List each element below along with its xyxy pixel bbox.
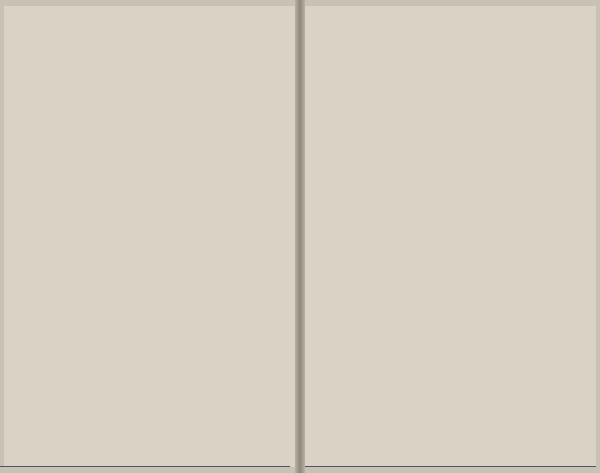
left-text-line-8 (91, 63, 111, 463)
right-text-line-5 (352, 46, 372, 449)
right-text-line-1 (436, 46, 456, 449)
left-text-line-6 (135, 63, 155, 463)
left-text-line-7 (113, 63, 133, 463)
right-text-line-10 (246, 46, 266, 449)
left-text-line-2 (223, 63, 243, 463)
left-text-line-4 (179, 63, 199, 463)
right-page (305, 6, 596, 467)
right-text-line-3 (394, 46, 414, 449)
right-text-line-9 (267, 46, 287, 449)
right-footer-rule (305, 466, 596, 467)
right-text-line-6 (330, 46, 350, 449)
right-text-line-2 (415, 46, 435, 449)
left-text-line-5 (157, 63, 177, 463)
right-text-line-8 (288, 46, 308, 449)
right-text-line-4 (373, 46, 393, 449)
left-footer-rule (0, 466, 290, 467)
right-text-line-7 (309, 46, 329, 449)
left-text-line-3 (201, 63, 221, 463)
